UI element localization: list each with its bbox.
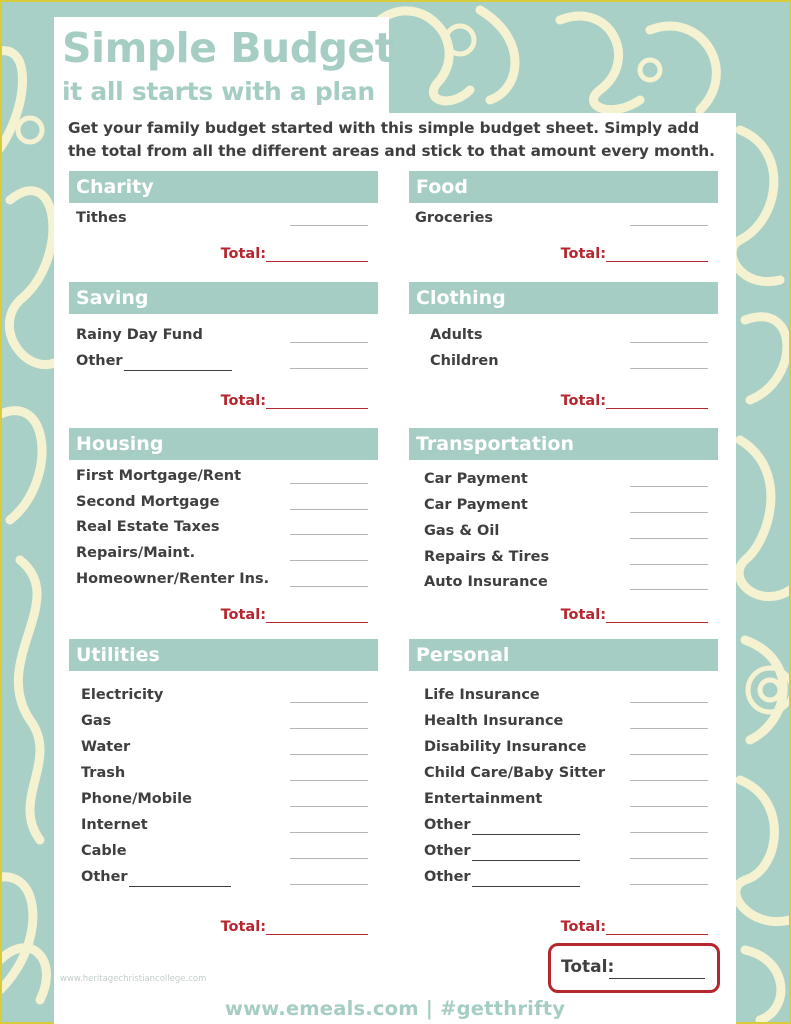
row-label: Homeowner/Renter Ins. — [76, 571, 270, 587]
budget-row[interactable] — [69, 763, 378, 783]
row-label: Car Payment — [424, 471, 528, 487]
row-label: Life Insurance — [424, 687, 540, 703]
total-label: Total: — [560, 393, 606, 409]
section-header-utilities: Utilities — [69, 639, 378, 671]
row-label: Child Care/Baby Sitter — [424, 765, 606, 781]
budget-row[interactable] — [409, 469, 718, 489]
section-utilities — [69, 639, 378, 939]
budget-sheet — [54, 113, 736, 1024]
total-label: Total: — [220, 919, 266, 935]
amount-line[interactable] — [290, 754, 368, 755]
amount-line[interactable] — [290, 560, 368, 561]
section-charity — [69, 171, 378, 271]
budget-row[interactable] — [69, 351, 378, 371]
budget-row[interactable] — [409, 789, 718, 809]
total-line[interactable] — [606, 622, 708, 623]
budget-row[interactable] — [69, 867, 378, 887]
footer-url[interactable]: www.emeals.com | #getthrifty — [224, 997, 566, 1020]
budget-row[interactable] — [409, 737, 718, 757]
budget-row[interactable] — [409, 208, 718, 228]
watermark: www.heritagechristiancollege.com — [60, 974, 207, 984]
budget-row[interactable] — [69, 492, 378, 512]
budget-row[interactable] — [409, 867, 718, 887]
total-line[interactable] — [606, 934, 708, 935]
amount-line[interactable] — [630, 806, 708, 807]
intro-text: Get your family budget started with this simple budget sheet. Simply add the total from all the different areas and stick to that amount every month. — [68, 119, 715, 160]
row-label: Health Insurance — [424, 713, 564, 729]
amount-line[interactable] — [630, 858, 708, 859]
total-line[interactable] — [266, 408, 368, 409]
amount-line[interactable] — [290, 884, 368, 885]
row-label: Other — [424, 815, 580, 835]
row-label: Adults — [430, 327, 483, 343]
grand-total-label: Total: — [561, 957, 615, 977]
row-label: Groceries — [415, 210, 494, 226]
total-label: Total: — [560, 919, 606, 935]
total-line[interactable] — [266, 934, 368, 935]
grand-total-box — [548, 943, 720, 993]
total-label: Total: — [220, 246, 266, 262]
budget-row[interactable] — [69, 466, 378, 486]
row-label: Real Estate Taxes — [76, 519, 220, 535]
page-title: Simple Budget — [62, 24, 394, 72]
amount-line[interactable] — [290, 483, 368, 484]
total-label: Total: — [220, 607, 266, 623]
amount-line[interactable] — [630, 780, 708, 781]
other-blank[interactable] — [124, 356, 232, 371]
amount-line[interactable] — [630, 512, 708, 513]
budget-row[interactable] — [409, 325, 718, 345]
budget-row[interactable] — [409, 495, 718, 515]
row-label: Disability Insurance — [424, 739, 587, 755]
amount-line[interactable] — [290, 728, 368, 729]
amount-line[interactable] — [290, 832, 368, 833]
total-label: Total: — [560, 246, 606, 262]
budget-row[interactable] — [409, 841, 718, 861]
budget-row[interactable] — [69, 711, 378, 731]
budget-row[interactable] — [409, 815, 718, 835]
budget-row[interactable] — [409, 521, 718, 541]
section-saving — [69, 282, 378, 417]
budget-row[interactable] — [409, 711, 718, 731]
row-label: Second Mortgage — [76, 494, 220, 510]
amount-line[interactable] — [630, 486, 708, 487]
section-header-food: Food — [409, 171, 718, 203]
amount-line[interactable] — [630, 884, 708, 885]
section-clothing — [409, 282, 718, 417]
section-total — [409, 916, 718, 938]
page-subtitle: it all starts with a plan — [62, 77, 375, 106]
row-label: Water — [81, 739, 131, 755]
amount-line[interactable] — [630, 225, 708, 226]
row-label: Tithes — [76, 210, 127, 226]
section-header-charity: Charity — [69, 171, 378, 203]
amount-line[interactable] — [290, 509, 368, 510]
row-label: Other — [81, 867, 231, 887]
amount-line[interactable] — [630, 728, 708, 729]
total-line[interactable] — [266, 622, 368, 623]
row-label: Other — [424, 841, 580, 861]
total-line[interactable] — [606, 261, 708, 262]
budget-row[interactable] — [409, 547, 718, 567]
row-label: Repairs & Tires — [424, 549, 550, 565]
budget-row[interactable] — [69, 517, 378, 537]
row-label: Auto Insurance — [424, 574, 548, 590]
amount-line[interactable] — [290, 225, 368, 226]
budget-row[interactable] — [409, 572, 718, 592]
section-total — [409, 243, 718, 265]
budget-row[interactable] — [409, 351, 718, 371]
amount-line[interactable] — [630, 368, 708, 369]
row-label: Repairs/Maint. — [76, 545, 196, 561]
budget-row[interactable] — [69, 815, 378, 835]
amount-line[interactable] — [290, 586, 368, 587]
section-total — [69, 916, 378, 938]
budget-row[interactable] — [69, 841, 378, 861]
other-blank[interactable] — [472, 820, 580, 835]
amount-line[interactable] — [630, 538, 708, 539]
section-total — [409, 604, 718, 626]
budget-row[interactable] — [69, 325, 378, 345]
section-total — [69, 243, 378, 265]
row-label: Internet — [81, 817, 148, 833]
row-label: Electricity — [81, 687, 164, 703]
amount-line[interactable] — [630, 702, 708, 703]
total-line[interactable] — [266, 261, 368, 262]
row-label: Gas & Oil — [424, 523, 500, 539]
budget-row[interactable] — [69, 789, 378, 809]
total-label: Total: — [560, 607, 606, 623]
section-total — [69, 390, 378, 412]
other-blank[interactable] — [472, 846, 580, 861]
budget-row[interactable] — [69, 685, 378, 705]
amount-line[interactable] — [630, 342, 708, 343]
section-personal — [409, 639, 718, 939]
amount-line[interactable] — [290, 368, 368, 369]
total-line[interactable] — [606, 408, 708, 409]
budget-row[interactable] — [409, 763, 718, 783]
section-header-clothing: Clothing — [409, 282, 718, 314]
section-header-personal: Personal — [409, 639, 718, 671]
row-label: Trash — [81, 765, 126, 781]
section-header-housing: Housing — [69, 428, 378, 460]
amount-line[interactable] — [290, 858, 368, 859]
section-total — [69, 604, 378, 626]
section-total — [409, 390, 718, 412]
amount-line[interactable] — [290, 780, 368, 781]
row-label: First Mortgage/Rent — [76, 468, 242, 484]
grand-total-line[interactable] — [609, 978, 705, 979]
section-header-saving: Saving — [69, 282, 378, 314]
budget-row[interactable] — [69, 543, 378, 563]
budget-row[interactable] — [69, 569, 378, 589]
amount-line[interactable] — [630, 589, 708, 590]
amount-line[interactable] — [290, 702, 368, 703]
amount-line[interactable] — [630, 832, 708, 833]
row-label: Cable — [81, 843, 127, 859]
row-label: Gas — [81, 713, 112, 729]
section-transportation — [409, 428, 718, 628]
other-blank[interactable] — [472, 872, 580, 887]
row-label: Children — [430, 353, 499, 369]
title-box — [54, 17, 394, 113]
row-label: Entertainment — [424, 791, 543, 807]
row-label: Other — [76, 351, 232, 371]
amount-line[interactable] — [290, 342, 368, 343]
budget-row[interactable] — [409, 685, 718, 705]
amount-line[interactable] — [290, 806, 368, 807]
row-label: Rainy Day Fund — [76, 327, 203, 343]
row-label: Phone/Mobile — [81, 791, 192, 807]
section-food — [409, 171, 718, 271]
section-header-transportation: Transportation — [409, 428, 718, 460]
budget-row[interactable] — [69, 737, 378, 757]
other-blank[interactable] — [129, 872, 231, 887]
total-label: Total: — [220, 393, 266, 409]
budget-row[interactable] — [69, 208, 378, 228]
row-label: Other — [424, 867, 580, 887]
amount-line[interactable] — [290, 534, 368, 535]
section-housing — [69, 428, 378, 628]
amount-line[interactable] — [630, 564, 708, 565]
amount-line[interactable] — [630, 754, 708, 755]
row-label: Car Payment — [424, 497, 528, 513]
